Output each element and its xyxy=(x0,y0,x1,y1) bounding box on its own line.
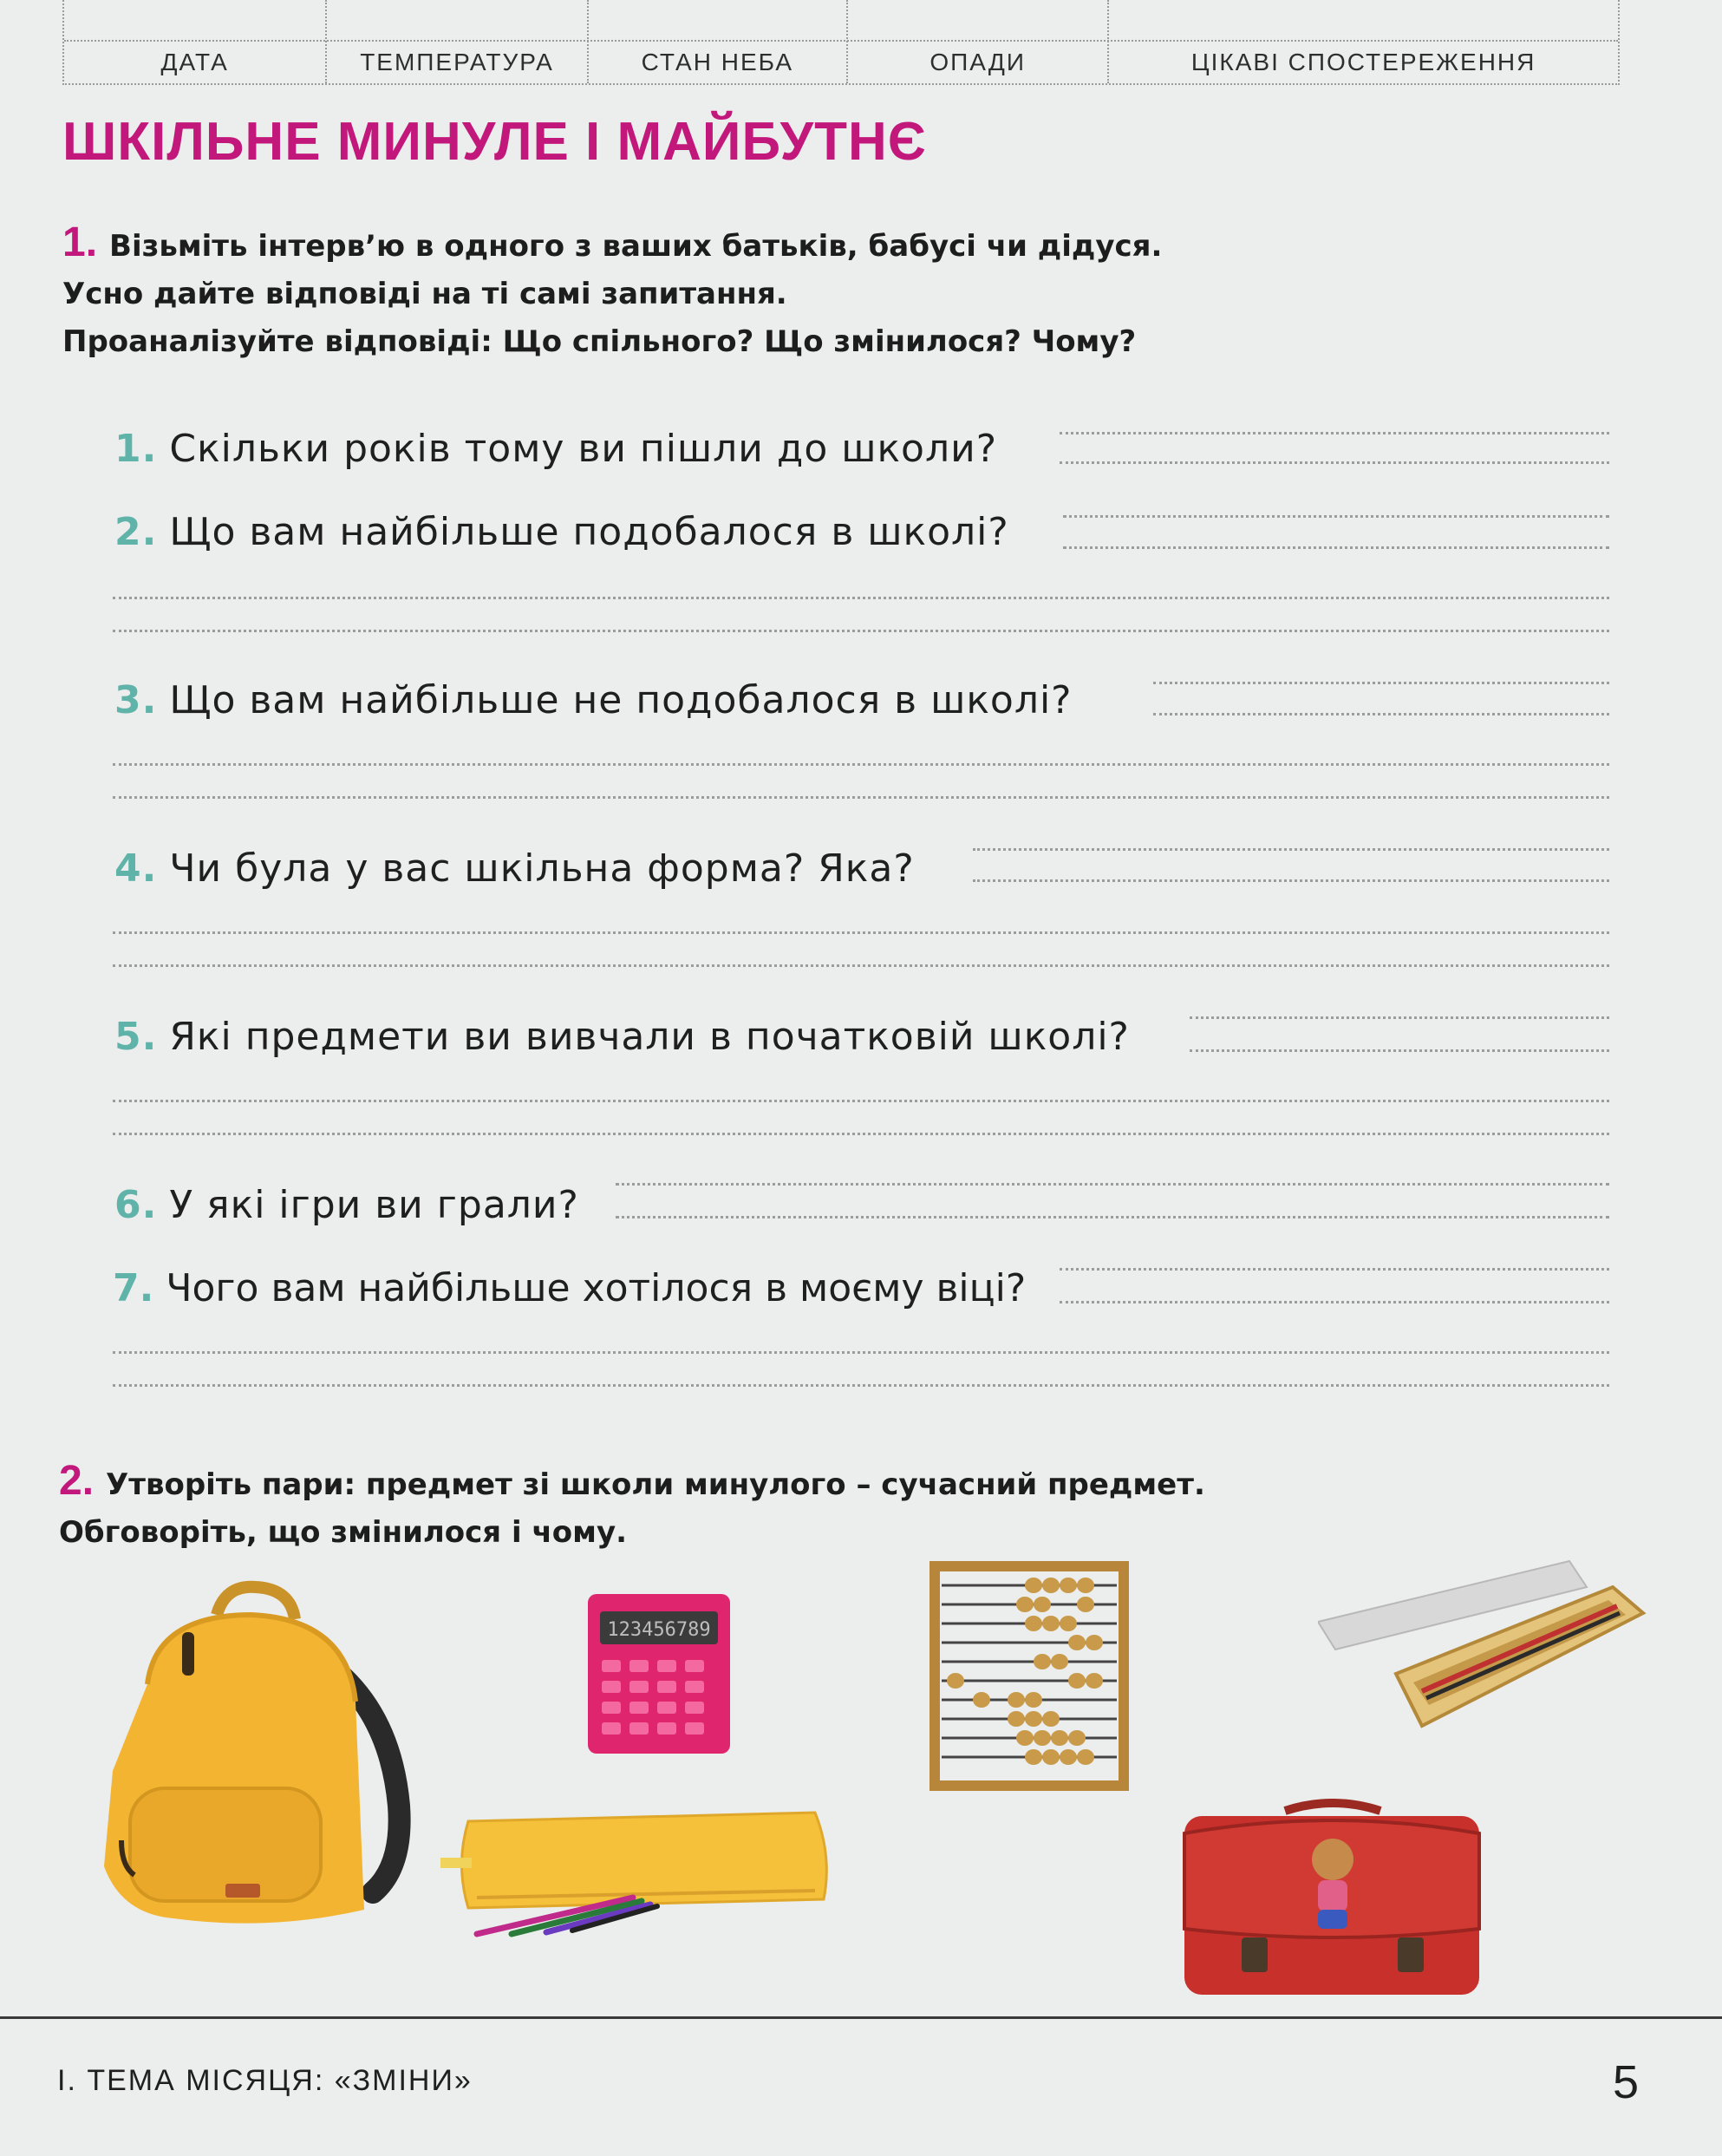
answer-line[interactable] xyxy=(113,763,1609,766)
answer-line[interactable] xyxy=(113,796,1609,799)
question-7: 7. Чого вам найбільше хотілося в моєму віці? xyxy=(113,1266,1027,1310)
section-title: ШКІЛЬНЕ МИНУЛЕ І МАЙБУТНЄ xyxy=(62,112,927,172)
answer-line[interactable] xyxy=(1153,713,1609,715)
question-1: 1. Скільки років тому ви пішли до школи? xyxy=(114,427,998,471)
column-observations: ЦІКАВІ СПОСТЕРЕЖЕННЯ xyxy=(1190,49,1536,75)
task1-number: 1. xyxy=(62,219,98,265)
footer-section-label: І. ТЕМА МІСЯЦЯ: «ЗМІНИ» xyxy=(57,2064,473,2097)
answer-line[interactable] xyxy=(113,597,1609,599)
answer-line[interactable] xyxy=(1063,546,1609,549)
question-3: 3. Що вам найбільше не подобалося в школі? xyxy=(114,678,1073,722)
answer-line[interactable] xyxy=(113,1100,1609,1102)
calculator-display-text: 123456789 xyxy=(607,1619,711,1641)
answer-line[interactable] xyxy=(973,848,1609,851)
question-5: 5. Які предмети ви вивчали в початковій школі? xyxy=(114,1015,1130,1059)
answer-line[interactable] xyxy=(616,1216,1609,1218)
answer-line[interactable] xyxy=(616,1183,1609,1186)
satchel-image xyxy=(1181,1799,1484,1998)
task2-line-1: 2. Утворіть пари: предмет зі школи минулого – сучасний предмет. xyxy=(59,1458,1205,1504)
task1-line-1: 1. Візьміть інтерв’ю в одного з ваших батьків, бабусі чи дідуся. xyxy=(62,219,1163,265)
column-temperature: ТЕМПЕРАТУРА xyxy=(327,0,588,83)
task2-number: 2. xyxy=(59,1458,95,1504)
answer-line[interactable] xyxy=(1060,1301,1609,1303)
answer-line[interactable] xyxy=(113,630,1609,632)
column-date: ДАТА xyxy=(64,0,327,83)
abacus-image xyxy=(929,1561,1129,1791)
answer-line[interactable] xyxy=(1060,461,1609,464)
answer-line[interactable] xyxy=(1153,682,1609,684)
answer-line[interactable] xyxy=(113,931,1609,934)
question-4: 4. Чи була у вас шкільна форма? Яка? xyxy=(114,846,915,891)
task2-line-2: Обговоріть, що змінилося і чому. xyxy=(59,1515,628,1550)
task2-instructions xyxy=(59,1457,1205,1557)
task1-line-3: Проаналізуйте відповіді: Що спільного? Що змінилося? Чому? xyxy=(62,324,1137,359)
answer-line[interactable] xyxy=(113,964,1609,967)
question-6: 6. У які ігри ви грали? xyxy=(114,1183,579,1227)
column-sky: СТАН НЕБА xyxy=(589,0,848,83)
backpack-image xyxy=(95,1580,416,1936)
column-precipitation: ОПАДИ xyxy=(848,0,1109,83)
answer-line[interactable] xyxy=(973,879,1609,882)
task1-instructions xyxy=(62,219,1162,366)
answer-line[interactable] xyxy=(1190,1049,1609,1052)
weather-table xyxy=(62,0,1620,85)
calculator-image xyxy=(586,1592,734,1757)
answer-line[interactable] xyxy=(113,1384,1609,1387)
answer-line[interactable] xyxy=(1063,515,1609,518)
answer-line[interactable] xyxy=(1060,1268,1609,1271)
question-2: 2. Що вам найбільше подобалося в школі? xyxy=(114,510,1009,554)
answer-line[interactable] xyxy=(1190,1016,1609,1019)
task1-line-2: Усно дайте відповіді на ті самі запитання. xyxy=(62,277,787,311)
footer-divider xyxy=(0,2016,1722,2019)
answer-line[interactable] xyxy=(113,1133,1609,1135)
pencil-case-image xyxy=(434,1804,832,1943)
answer-line[interactable] xyxy=(113,1351,1609,1354)
answer-line[interactable] xyxy=(1060,432,1609,434)
page-number: 5 xyxy=(1612,2056,1639,2108)
wooden-pencil-box-image xyxy=(1318,1552,1647,1743)
